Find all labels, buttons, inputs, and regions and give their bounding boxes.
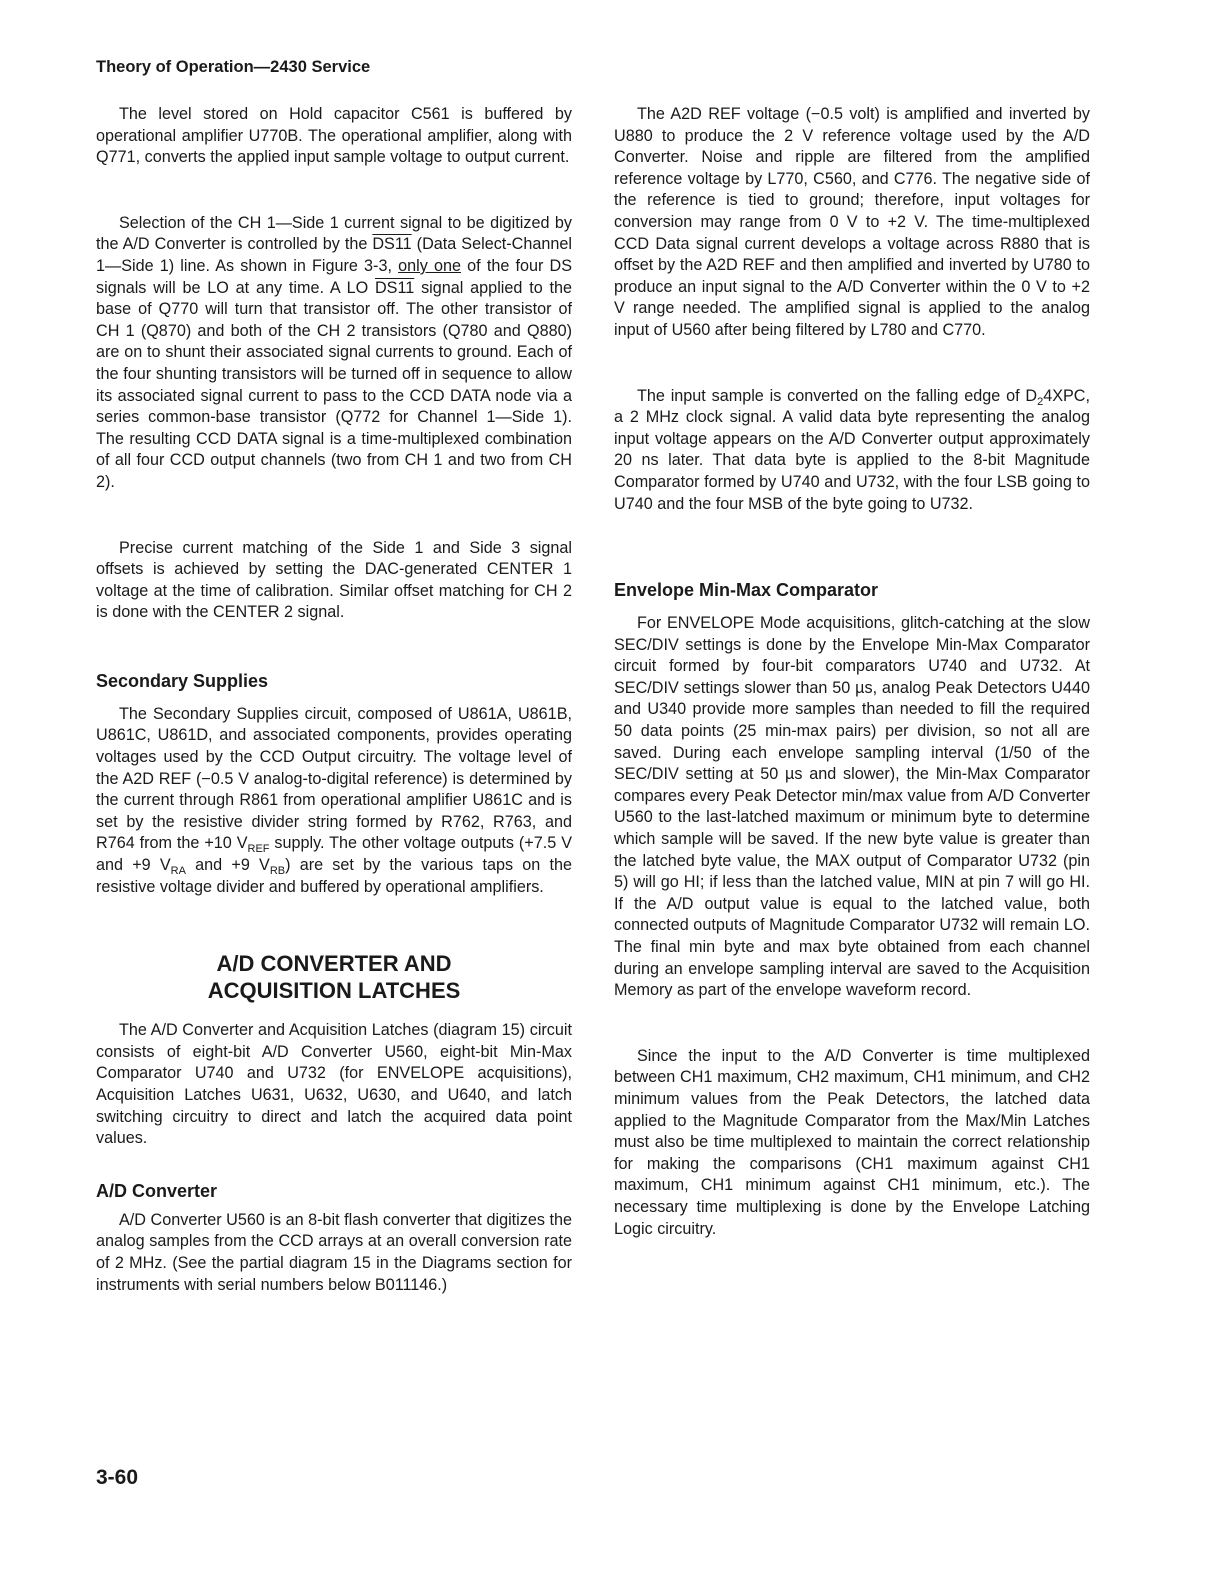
paragraph-ad-overview: The A/D Converter and Acquisition Latches (diagram 15) circuit consists of eight-bit A/D Converter U560, eight-bit Min-Max Comparator U740 and U732 (for ENVELOPE acquisitions), Acquisition Latches U631, U632, U630, and U640, and latch switching circuitry to direct and latch the acquired data point values. [96,1021,572,1148]
paragraph-current-matching: Precise current matching of the Side 1 and Side 3 signal offsets is achieved by setting the DAC-generated CENTER 1 voltage at the time of calibration. Similar offset matching for CH 2 is done with the CENTER 2 signal. [96,538,572,622]
page-number: 3-60 [96,1466,139,1489]
paragraph-secondary-supplies: The Secondary Supplies circuit, composed of U861A, U861B, U861C, U861D, and associated components, provides operating voltages used by the CCD Output circuitry. The voltage level of the A2D REF (−0.5 V analog-to-digital reference) is determined by the current through R861 from operational amplifier U861C and is set by the resistive divider string formed by R762, R763, and R764 from the +10 $V_{REF}$ supply. The other voltage outputs (+7.5 V and +9 $V_{RA}$ and +9 $V_{RB}$) are set by the various taps on the resistive voltage divider and buffered by operational amplifiers. [96,704,572,896]
paragraph-ch1-selection: Selection of the CH 1—Side 1 current signal to be digitized by the A/D Converter is controlled by the DS11 (Data Select-Channel 1—Side 1) line. As shown in Figure 3-3, only one of the four DS signals will be LO at any time. A LO DS11 signal applied to the base of Q770 will turn that transistor off. The other transistor of CH 1 (Q870) and both of the CH 2 transistors (Q780 and Q880) are on to shunt their associated signal currents to ground. Each of the four shunting transistors will be turned off in sequence to allow its associated signal current to pass to the CCD DATA node via a series common-base transistor (Q772 for Channel 1—Side 1). The resulting CCD DATA signal is a time-multiplexed combination of all four CCD output channels (two from CH 1 and two from CH 2). [96,213,573,491]
ds11-signal: DS11 [372,235,412,254]
ds11-signal: DS11 [374,278,415,297]
page-header: Theory of Operation—2430 Service [96,58,371,76]
paragraph-time-multiplexing: Since the input to the A/D Converter is time multiplexed between CH1 maximum, CH2 maximum, CH1 minimum, and CH2 minimum values from the Peak Detectors, the latched data applied to the Magnitude Comparator from the Max/Min Latches must also be time multiplexed to maintain the correct relationship for making the comparisons (CH1 maximum against CH1 maximum, CH1 minimum against CH1 minimum, etc.). The necessary time multiplexing is done by the Envelope Latching Logic circuitry. [614,1046,1090,1238]
emphasis-only-one: only one [398,256,461,275]
heading-envelope-comparator: Envelope Min-Max Comparator [614,580,879,601]
heading-secondary-supplies: Secondary Supplies [96,670,269,691]
paragraph-ad-converter: A/D Converter U560 is an 8-bit flash converter that digitizes the analog samples from the CCD arrays at an overall conversion rate of 2 MHz. (See the partial diagram 15 in the Diagrams section for instruments with serial numbers below B011146.) [96,1210,572,1294]
paragraph-envelope-mode: For ENVELOPE Mode acquisitions, glitch-catching at the slow SEC/DIV settings is done by the Envelope Min-Max Comparator circuit formed by four-bit comparators U740 and U732. At SEC/DIV settings slower than 50 µs, analog Peak Detectors U440 and U340 provide more samples than needed to fill the required 50 data points (25 min-max pairs) per division, so not all are saved. During each envelope sampling interval (1/50 of the SEC/DIV setting at 50 µs and slower), the Min-Max Comparator compares every Peak Detector min/max value from A/D Converter U560 to the last-latched maximum or minimum byte to determine which sample will be saved. If the new byte value is greater than the latched byte value, the MAX output of Comparator U732 (pin 5) will go HI; if less than the latched value, MIN at pin 7 will go HI. If the A/D output value is equal to the latched value, both connected outputs of Magnitude Comparator U732 will remain LO. The final min byte and max byte obtained from each channel during an envelope sampling interval are saved to the Acquisition Memory as part of the envelope waveform record. [614,614,1090,1000]
left-column [96,104,572,1296]
paragraph-hold-capacitor: The level stored on Hold capacitor C561 is buffered by operational amplifier U770B. The operational amplifier, along with Q771, converts the applied input sample voltage to output current. [96,105,572,167]
section-title: A/D CONVERTER AND ACQUISITION LATCHES [207,951,461,1004]
paragraph-input-sample: The input sample is converted on the falling edge of $D_24XPC$, a 2 MHz clock signal. A valid data byte representing the analog input voltage appears on the A/D Converter output approximately 20 ns later. That data byte is applied to the 8-bit Magnitude Comparator formed by U740 and U732, with the four LSB going to U740 and the four MSB of the byte going to U732. [614,386,1090,513]
paragraph-a2d-ref: The A2D REF voltage (−0.5 volt) is amplified and inverted by U880 to produce the 2 V reference voltage used by the A/D Converter. Noise and ripple are filtered from the amplified reference voltage by L770, C560, and C776. The negative side of the reference is tied to ground; therefore, input voltages for conversion may range from 0 V to +2 V. The time-multiplexed CCD Data signal current develops a voltage across R880 that is offset by the A2D REF and then amplified and inverted by U780 to produce an input signal to the A/D Converter within the 0 V to +2 V range needed. The amplified signal is applied to the analog input of U560 after being filtered by L780 and C770. [614,105,1090,339]
right-column [614,104,1090,1240]
heading-ad-converter: A/D Converter [96,1180,218,1201]
